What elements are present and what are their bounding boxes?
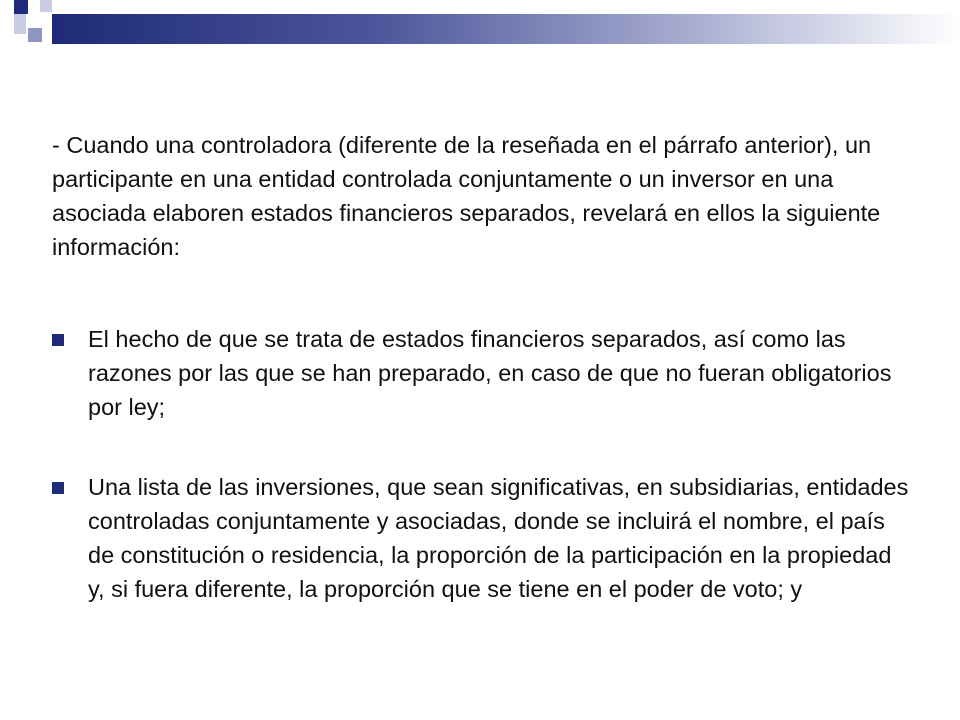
decor-square	[0, 0, 14, 14]
square-bullet-icon	[52, 482, 64, 494]
intro-paragraph: - Cuando una controladora (diferente de la reseñada en el párrafo anterior), un participante en una entidad controlada conjuntamente o un inversor en una asociada elaboren estados financieros separados, revelará en ellos la siguiente información:	[52, 132, 881, 260]
decor-square	[40, 0, 52, 12]
decor-square	[40, 14, 52, 26]
bullet-list	[50, 322, 910, 652]
decor-square	[26, 0, 40, 14]
list-item	[50, 322, 910, 424]
list-item-text: El hecho de que se trata de estados financieros separados, así como las razones por las que se han preparado, en caso de que no fueran obligatorios por ley;	[88, 326, 892, 420]
list-item-text: Una lista de las inversiones, que sean significativas, en subsidiarias, entidades controladas conjuntamente y asociadas, donde se incluirá el nombre, el país de constitución o residencia, la proporción de la participación en la propiedad y, si fuera diferente, la proporción que se tiene en el poder de voto; y	[88, 474, 909, 602]
decor-square	[14, 0, 28, 14]
decor-square	[28, 28, 42, 42]
decor-square	[14, 14, 26, 34]
square-bullet-icon	[52, 334, 64, 346]
header-band	[52, 14, 960, 44]
list-item	[50, 470, 910, 606]
decor-square	[0, 14, 14, 44]
